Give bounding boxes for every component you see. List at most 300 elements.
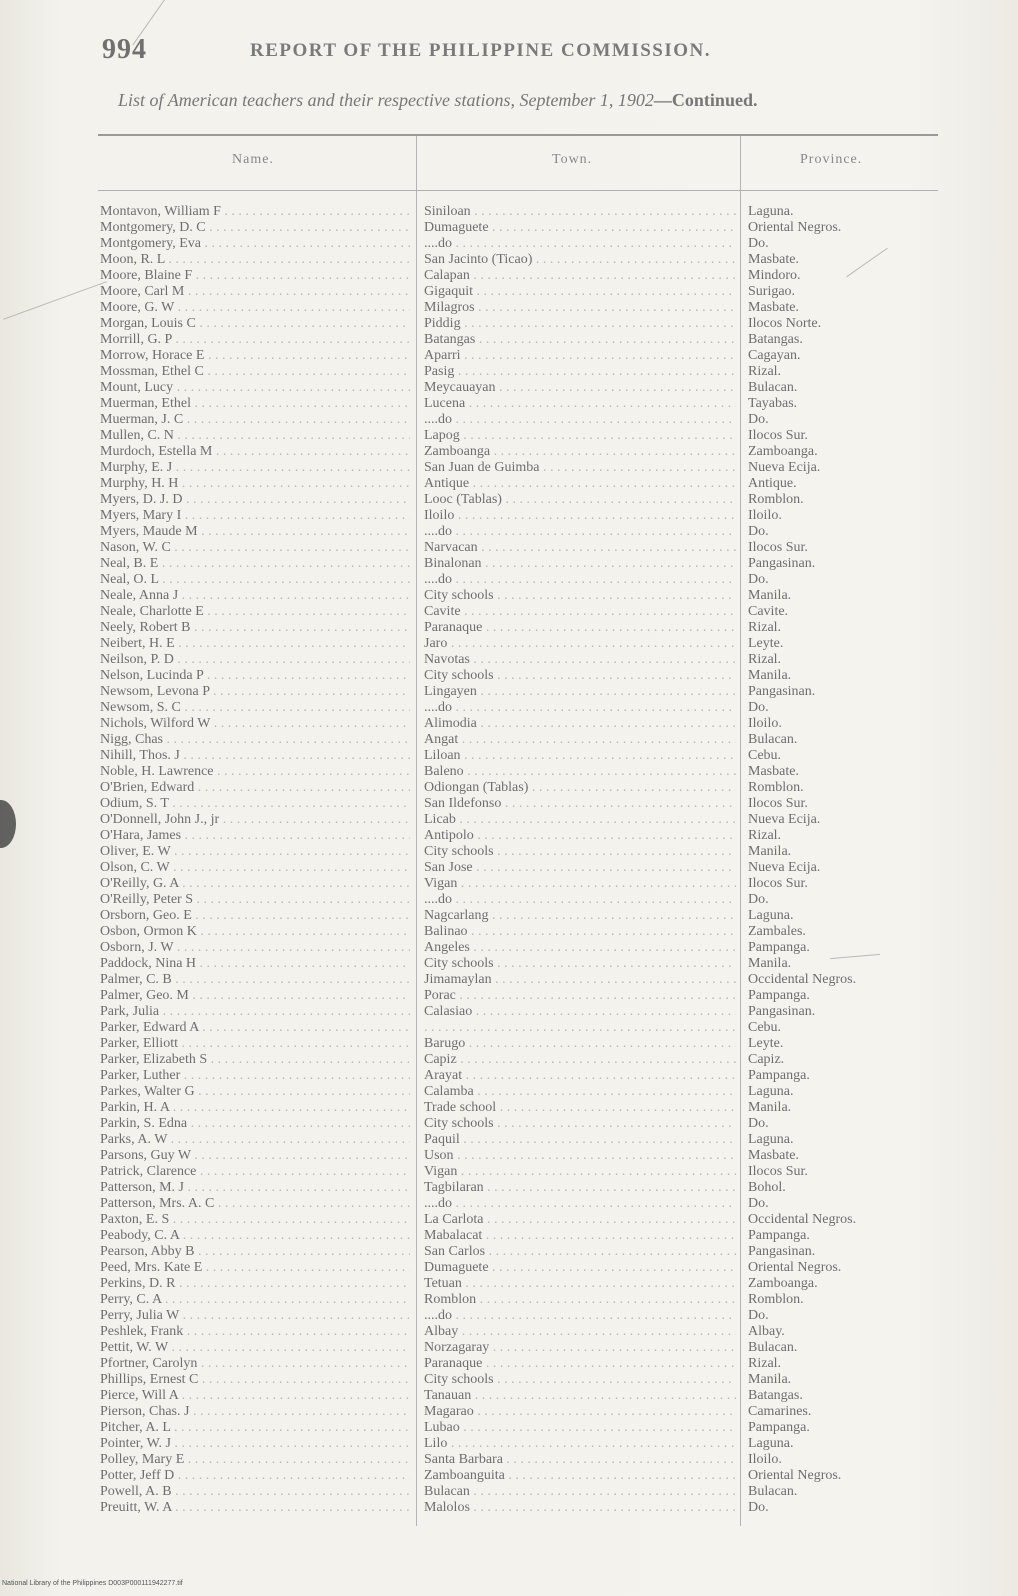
station-province: Nueva Ecija. [748, 460, 821, 475]
teacher-name: Parker, Luther . . . [100, 1068, 410, 1084]
table-row [0, 732, 1018, 748]
station-town: Piddig . . . [424, 316, 736, 332]
table-row [0, 812, 1018, 828]
table-caption [118, 90, 938, 111]
station-town: Paranaque . . . [424, 1356, 736, 1372]
station-province: Ilocos Sur. [748, 428, 808, 443]
teacher-name: Olson, C. W . . . [100, 860, 410, 876]
teacher-name: Neale, Charlotte E . . . [100, 604, 410, 620]
station-town: San Ildefonso . . . [424, 796, 736, 812]
table-row [0, 684, 1018, 700]
station-town: Mabalacat . . . [424, 1228, 736, 1244]
table-row [0, 940, 1018, 956]
table-row [0, 444, 1018, 460]
station-province: Oriental Negros. [748, 1468, 842, 1483]
station-town: Meycauayan . . . [424, 380, 736, 396]
station-province: Rizal. [748, 828, 782, 843]
station-town: Alimodia . . . [424, 716, 736, 732]
station-province: Pampanga. [748, 1228, 810, 1243]
teacher-name: Parkin, S. Edna . . . [100, 1116, 410, 1132]
station-province: Batangas. [748, 1388, 803, 1403]
station-town: Romblon . . . [424, 1292, 736, 1308]
station-province: Zamboanga. [748, 1276, 818, 1291]
table-row [0, 988, 1018, 1004]
table-row [0, 796, 1018, 812]
table-row [0, 700, 1018, 716]
station-town: Paquil . . . [424, 1132, 736, 1148]
station-town: Barugo . . . [424, 1036, 736, 1052]
teacher-name: Neal, B. E . . . [100, 556, 410, 572]
table-row [0, 556, 1018, 572]
table-row [0, 1404, 1018, 1420]
table-row [0, 1452, 1018, 1468]
table-row [0, 380, 1018, 396]
teacher-name: Odium, S. T . . . [100, 796, 410, 812]
table-row [0, 1132, 1018, 1148]
station-province: Bulacan. [748, 380, 798, 395]
station-town: Trade school . . . [424, 1100, 736, 1116]
station-province: Romblon. [748, 780, 804, 795]
station-town: Albay . . . [424, 1324, 736, 1340]
teacher-name: Paxton, E. S . . . [100, 1212, 410, 1228]
teacher-name: Patterson, M. J . . . [100, 1180, 410, 1196]
table-row [0, 220, 1018, 236]
station-province: Masbate. [748, 1148, 799, 1163]
teacher-name: Montgomery, Eva . . . [100, 236, 410, 252]
table-row [0, 428, 1018, 444]
station-province: Do. [748, 892, 769, 907]
station-town: Lilo . . . [424, 1436, 736, 1452]
teacher-name: Perry, C. A . . . [100, 1292, 410, 1308]
station-town: La Carlota . . . [424, 1212, 736, 1228]
station-town: Tanauan . . . [424, 1388, 736, 1404]
table-row [0, 956, 1018, 972]
table-row [0, 924, 1018, 940]
page-number: 994 [102, 34, 147, 65]
station-town: Iloilo . . . [424, 508, 736, 524]
station-town: Antipolo . . . [424, 828, 736, 844]
table-row [0, 1228, 1018, 1244]
station-town: Lucena . . . [424, 396, 736, 412]
station-town: Angeles . . . [424, 940, 736, 956]
table-row [0, 972, 1018, 988]
table-row [0, 1324, 1018, 1340]
table-row [0, 1116, 1018, 1132]
teacher-name: Myers, Mary I . . . [100, 508, 410, 524]
teacher-name: Morrill, G. P . . . [100, 332, 410, 348]
station-province: Pangasinan. [748, 1244, 816, 1259]
station-town: Calasiao . . . [424, 1004, 736, 1020]
station-province: Camarines. [748, 1404, 812, 1419]
teacher-name: Newsom, S. C . . . [100, 700, 410, 716]
table-row [0, 844, 1018, 860]
scan-credit: National Library of the Philippines D003P000111942277.tif [2, 1580, 183, 1587]
station-town: Uson . . . [424, 1148, 736, 1164]
table-row [0, 492, 1018, 508]
station-town: Navotas . . . [424, 652, 736, 668]
station-town: Dumaguete . . . [424, 220, 736, 236]
teacher-name: Neale, Anna J . . . [100, 588, 410, 604]
teacher-name: Mossman, Ethel C . . . [100, 364, 410, 380]
teacher-name: Montavon, William F . . . [100, 204, 410, 220]
station-town: Gigaquit . . . [424, 284, 736, 300]
station-town: Liloan . . . [424, 748, 736, 764]
station-town: Lingayen . . . [424, 684, 736, 700]
teacher-name: O'Reilly, G. A . . . [100, 876, 410, 892]
table-row [0, 1468, 1018, 1484]
teacher-name: O'Reilly, Peter S . . . [100, 892, 410, 908]
station-town: Vigan . . . [424, 1164, 736, 1180]
station-town: Batangas . . . [424, 332, 736, 348]
caption-text: List of American teachers and their respective stations, September 1, 1902 [118, 90, 654, 110]
station-town: Baleno . . . [424, 764, 736, 780]
station-province: Occidental Negros. [748, 1212, 857, 1227]
station-town: City schools . . . [424, 1116, 736, 1132]
station-town: Calamba . . . [424, 1084, 736, 1100]
teacher-name: Morrow, Horace E . . . [100, 348, 410, 364]
teacher-name: Myers, Maude M . . . [100, 524, 410, 540]
station-town: Dumaguete . . . [424, 1260, 736, 1276]
table-row [0, 364, 1018, 380]
station-town: Jaro . . . [424, 636, 736, 652]
table-row [0, 252, 1018, 268]
table-row [0, 1196, 1018, 1212]
teacher-name: Patrick, Clarence . . . [100, 1164, 410, 1180]
table-row [0, 268, 1018, 284]
table-row [0, 1052, 1018, 1068]
station-town: Nagcarlang . . . [424, 908, 736, 924]
station-province: Pampanga. [748, 940, 810, 955]
station-town: City schools . . . [424, 588, 736, 604]
station-town: ....do . . . [424, 892, 736, 908]
table-header-rule [98, 190, 938, 191]
teacher-name: O'Hara, James . . . [100, 828, 410, 844]
teacher-name: Parker, Elliott . . . [100, 1036, 410, 1052]
station-town: Norzagaray . . . [424, 1340, 736, 1356]
station-province: Iloilo. [748, 508, 782, 523]
teacher-name: Oliver, E. W . . . [100, 844, 410, 860]
station-province: Do. [748, 1196, 769, 1211]
station-town: ....do . . . [424, 1196, 736, 1212]
table-row [0, 1420, 1018, 1436]
station-province: Pampanga. [748, 1420, 810, 1435]
teacher-name: Murphy, E. J . . . [100, 460, 410, 476]
station-town: Aparri . . . [424, 348, 736, 364]
station-province: Ilocos Sur. [748, 876, 808, 891]
teacher-name: Morgan, Louis C . . . [100, 316, 410, 332]
station-town [424, 1020, 736, 1036]
teacher-name: Peabody, C. A . . . [100, 1228, 410, 1244]
table-row [0, 332, 1018, 348]
station-province: Iloilo. [748, 716, 782, 731]
table-row [0, 1084, 1018, 1100]
teacher-name: Newsom, Levona P . . . [100, 684, 410, 700]
station-town: Milagros . . . [424, 300, 736, 316]
table-row [0, 236, 1018, 252]
teacher-name: Mount, Lucy . . . [100, 380, 410, 396]
station-town: ....do . . . [424, 524, 736, 540]
station-province: Do. [748, 412, 769, 427]
station-town: Balinao . . . [424, 924, 736, 940]
station-town: Lapog . . . [424, 428, 736, 444]
station-province: Oriental Negros. [748, 220, 842, 235]
station-town: City schools . . . [424, 956, 736, 972]
teacher-name: Neibert, H. E . . . [100, 636, 410, 652]
teacher-name: Palmer, C. B . . . [100, 972, 410, 988]
station-province: Manila. [748, 956, 792, 971]
table-row [0, 876, 1018, 892]
station-town: San Carlos . . . [424, 1244, 736, 1260]
teacher-name: Osbon, Ormon K . . . [100, 924, 410, 940]
station-province: Do. [748, 700, 769, 715]
station-province: Zamboanga. [748, 444, 818, 459]
station-province: Laguna. [748, 1132, 794, 1147]
table-row [0, 604, 1018, 620]
teacher-name: Pointer, W. J . . . [100, 1436, 410, 1452]
station-province: Do. [748, 524, 769, 539]
table-row [0, 860, 1018, 876]
station-town: ....do . . . [424, 700, 736, 716]
table-row [0, 412, 1018, 428]
teacher-name: Neilson, P. D . . . [100, 652, 410, 668]
station-town: Capiz . . . [424, 1052, 736, 1068]
teacher-name: Patterson, Mrs. A. C . . . [100, 1196, 410, 1212]
station-province: Do. [748, 1500, 769, 1515]
station-province: Bulacan. [748, 732, 798, 747]
table-row [0, 1292, 1018, 1308]
table-row [0, 1036, 1018, 1052]
table-row [0, 668, 1018, 684]
station-town: Antique . . . [424, 476, 736, 492]
station-province: Masbate. [748, 300, 799, 315]
teacher-name: Muerman, J. C . . . [100, 412, 410, 428]
station-town: Santa Barbara . . . [424, 1452, 736, 1468]
station-province: Oriental Negros. [748, 1260, 842, 1275]
teacher-name: Murphy, H. H . . . [100, 476, 410, 492]
teacher-name: Pettit, W. W . . . [100, 1340, 410, 1356]
station-province: Nueva Ecija. [748, 812, 821, 827]
station-town: ....do . . . [424, 572, 736, 588]
station-province: Pangasinan. [748, 556, 816, 571]
teacher-name: Pierce, Will A . . . [100, 1388, 410, 1404]
teacher-name: Nigg, Chas . . . [100, 732, 410, 748]
table-row [0, 1484, 1018, 1500]
station-town: Looc (Tablas) . . . [424, 492, 736, 508]
column-header-province: Province. [800, 152, 863, 167]
station-province: Manila. [748, 1100, 792, 1115]
station-town: City schools . . . [424, 668, 736, 684]
table-row [0, 620, 1018, 636]
station-province: Ilocos Sur. [748, 1164, 808, 1179]
station-town: Odiongan (Tablas) . . . [424, 780, 736, 796]
table-row [0, 1500, 1018, 1516]
table-row [0, 1276, 1018, 1292]
station-town: Tagbilaran . . . [424, 1180, 736, 1196]
station-province: Leyte. [748, 1036, 784, 1051]
station-province: Rizal. [748, 364, 782, 379]
station-province: Rizal. [748, 652, 782, 667]
teacher-name: Pierson, Chas. J . . . [100, 1404, 410, 1420]
table-row [0, 1308, 1018, 1324]
table-row [0, 396, 1018, 412]
station-town: ....do . . . [424, 1308, 736, 1324]
station-province: Ilocos Norte. [748, 316, 822, 331]
teacher-name: Paddock, Nina H . . . [100, 956, 410, 972]
station-province: Do. [748, 1116, 769, 1131]
station-town: Vigan . . . [424, 876, 736, 892]
station-province: Nueva Ecija. [748, 860, 821, 875]
station-town: ....do . . . [424, 412, 736, 428]
teacher-name: Peed, Mrs. Kate E . . . [100, 1260, 410, 1276]
teacher-name: Nason, W. C . . . [100, 540, 410, 556]
table-row [0, 716, 1018, 732]
station-town: Porac . . . [424, 988, 736, 1004]
table-row [0, 300, 1018, 316]
table-row [0, 348, 1018, 364]
teacher-name: Osborn, J. W . . . [100, 940, 410, 956]
table-row [0, 780, 1018, 796]
station-province: Surigao. [748, 284, 796, 299]
table-row [0, 524, 1018, 540]
teacher-name: Myers, D. J. D . . . [100, 492, 410, 508]
table-row [0, 1356, 1018, 1372]
table-row [0, 572, 1018, 588]
station-province: Ilocos Sur. [748, 796, 808, 811]
station-town: Angat . . . [424, 732, 736, 748]
table-row [0, 1388, 1018, 1404]
station-province: Manila. [748, 1372, 792, 1387]
teacher-name: Muerman, Ethel . . . [100, 396, 410, 412]
station-town: City schools . . . [424, 1372, 736, 1388]
table-row [0, 1164, 1018, 1180]
station-town: Binalonan . . . [424, 556, 736, 572]
station-province: Iloilo. [748, 1452, 782, 1467]
station-province: Laguna. [748, 908, 794, 923]
teacher-name: Parker, Edward A . . . [100, 1020, 410, 1036]
teacher-name: Parker, Elizabeth S . . . [100, 1052, 410, 1068]
station-province: Bulacan. [748, 1340, 798, 1355]
teacher-name: Polley, Mary E . . . [100, 1452, 410, 1468]
station-town: Bulacan . . . [424, 1484, 736, 1500]
teacher-name: Orsborn, Geo. E . . . [100, 908, 410, 924]
table-row [0, 652, 1018, 668]
station-town: ....do . . . [424, 236, 736, 252]
table-row [0, 1212, 1018, 1228]
teacher-name: Powell, A. B . . . [100, 1484, 410, 1500]
table-row [0, 1436, 1018, 1452]
station-town: Malolos . . . [424, 1500, 736, 1516]
table-row [0, 828, 1018, 844]
station-province: Romblon. [748, 1292, 804, 1307]
teacher-name: Pitcher, A. L . . . [100, 1420, 410, 1436]
station-town: San Jacinto (Ticao) . . . [424, 252, 736, 268]
station-province: Do. [748, 236, 769, 251]
teacher-name: Perkins, D. R . . . [100, 1276, 410, 1292]
teacher-name: Pfortner, Carolyn . . . [100, 1356, 410, 1372]
station-province: Cebu. [748, 748, 782, 763]
station-province: Bulacan. [748, 1484, 798, 1499]
station-town: Tetuan . . . [424, 1276, 736, 1292]
table-row [0, 892, 1018, 908]
table-row [0, 1244, 1018, 1260]
teacher-name: Preuitt, W. A . . . [100, 1500, 410, 1516]
station-town: Calapan . . . [424, 268, 736, 284]
table-row [0, 1260, 1018, 1276]
teacher-name: Parks, A. W . . . [100, 1132, 410, 1148]
table-row [0, 1372, 1018, 1388]
station-town: Zamboanguita . . . [424, 1468, 736, 1484]
table-row [0, 748, 1018, 764]
station-province: Laguna. [748, 1084, 794, 1099]
teacher-name: Nihill, Thos. J . . . [100, 748, 410, 764]
station-town: San Jose . . . [424, 860, 736, 876]
teacher-name: Noble, H. Lawrence . . . [100, 764, 410, 780]
station-province: Cavite. [748, 604, 789, 619]
station-province: Capiz. [748, 1052, 785, 1067]
teacher-name: Park, Julia . . . [100, 1004, 410, 1020]
teacher-name: Nelson, Lucinda P . . . [100, 668, 410, 684]
table-row [0, 1180, 1018, 1196]
station-town: Cavite . . . [424, 604, 736, 620]
station-province: Rizal. [748, 1356, 782, 1371]
table-row [0, 204, 1018, 220]
table-row [0, 540, 1018, 556]
station-province: Manila. [748, 844, 792, 859]
table-row [0, 284, 1018, 300]
table-row [0, 476, 1018, 492]
teacher-name: Moore, Carl M . . . [100, 284, 410, 300]
teacher-name: Pearson, Abby B . . . [100, 1244, 410, 1260]
table-row [0, 1004, 1018, 1020]
station-town: Arayat . . . [424, 1068, 736, 1084]
station-province: Bohol. [748, 1180, 786, 1195]
station-province: Zambales. [748, 924, 806, 939]
station-province: Batangas. [748, 332, 803, 347]
teacher-name: Palmer, Geo. M . . . [100, 988, 410, 1004]
station-town: Licab . . . [424, 812, 736, 828]
teacher-name: Moore, Blaine F . . . [100, 268, 410, 284]
teacher-name: Neely, Robert B . . . [100, 620, 410, 636]
table-row [0, 1100, 1018, 1116]
station-town: City schools . . . [424, 844, 736, 860]
station-province: Pampanga. [748, 988, 810, 1003]
teacher-name: O'Brien, Edward . . . [100, 780, 410, 796]
table-row [0, 1148, 1018, 1164]
teacher-name: Peshlek, Frank . . . [100, 1324, 410, 1340]
column-header-town: Town. [552, 152, 593, 167]
station-province: Romblon. [748, 492, 804, 507]
station-province: Occidental Negros. [748, 972, 857, 987]
station-province: Manila. [748, 668, 792, 683]
station-province: Ilocos Sur. [748, 540, 808, 555]
teacher-name: Nichols, Wilford W . . . [100, 716, 410, 732]
table-row [0, 1020, 1018, 1036]
table-row [0, 508, 1018, 524]
station-province: Leyte. [748, 636, 784, 651]
table-row [0, 908, 1018, 924]
station-town: Lubao . . . [424, 1420, 736, 1436]
station-province: Rizal. [748, 620, 782, 635]
teacher-name: Parkes, Walter G . . . [100, 1084, 410, 1100]
table-row [0, 1068, 1018, 1084]
station-province: Masbate. [748, 764, 799, 779]
running-head: REPORT OF THE PHILIPPINE COMMISSION. [250, 40, 712, 61]
table-row [0, 764, 1018, 780]
teacher-name: Perry, Julia W . . . [100, 1308, 410, 1324]
teacher-name: Neal, O. L . . . [100, 572, 410, 588]
teacher-table-body [0, 204, 1018, 1516]
station-town: Magarao . . . [424, 1404, 736, 1420]
